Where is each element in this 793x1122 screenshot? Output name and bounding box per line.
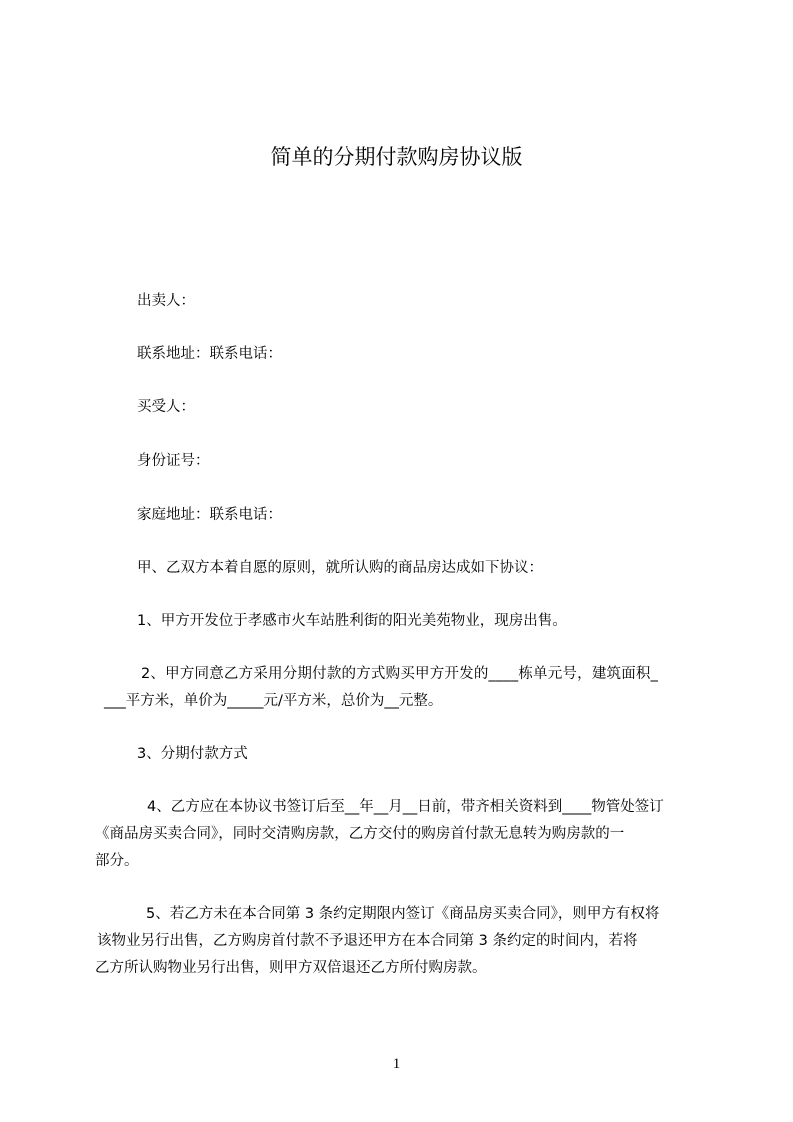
clause-4-line: 《商品房买卖合同》，同时交清购房款，乙方交付的购房首付款无息转为购房款的一 <box>95 826 625 842</box>
clause-2-line: ___平方米，单价为_____元/平方米，总价为__元整。 <box>104 693 443 709</box>
clause-4-line: 部分。 <box>95 853 139 869</box>
field-buyer: 买受人： <box>137 399 195 415</box>
clause-2-line: 2、甲方同意乙方采用分期付款的方式购买甲方开发的____栋单元号，建筑面积_ <box>141 666 659 682</box>
clause-4-line: 4、乙方应在本协议书签订后至__年__月__日前，带齐相关资料到____物管处签订 <box>147 799 664 815</box>
field-buyer-contact: 家庭地址：联系电话： <box>137 507 282 523</box>
document-title: 简单的分期付款购房协议版 <box>270 145 523 169</box>
page-number: 1 <box>392 1056 401 1072</box>
clause-5-line: 5、若乙方未在本合同第 3 条约定期限内签订《商品房买卖合同》，则甲方有权将 <box>146 906 660 922</box>
clause-5-line: 乙方所认购物业另行出售，则甲方双倍退还乙方所付购房款。 <box>95 960 487 976</box>
field-id-number: 身份证号： <box>137 453 210 469</box>
intro-paragraph: 甲、乙双方本着自愿的原则，就所认购的商品房达成如下协议： <box>137 560 543 576</box>
clause-5-line: 该物业另行出售，乙方购房首付款不予退还甲方在本合同第 3 条约定的时间内，若将 <box>97 933 638 949</box>
clause-1-line: 1、甲方开发位于孝感市火车站胜利街的阳光美苑物业，现房出售。 <box>137 613 567 629</box>
clause-3-line: 3、分期付款方式 <box>137 746 248 762</box>
field-seller-contact: 联系地址：联系电话： <box>137 346 282 362</box>
field-seller: 出卖人： <box>137 293 195 309</box>
